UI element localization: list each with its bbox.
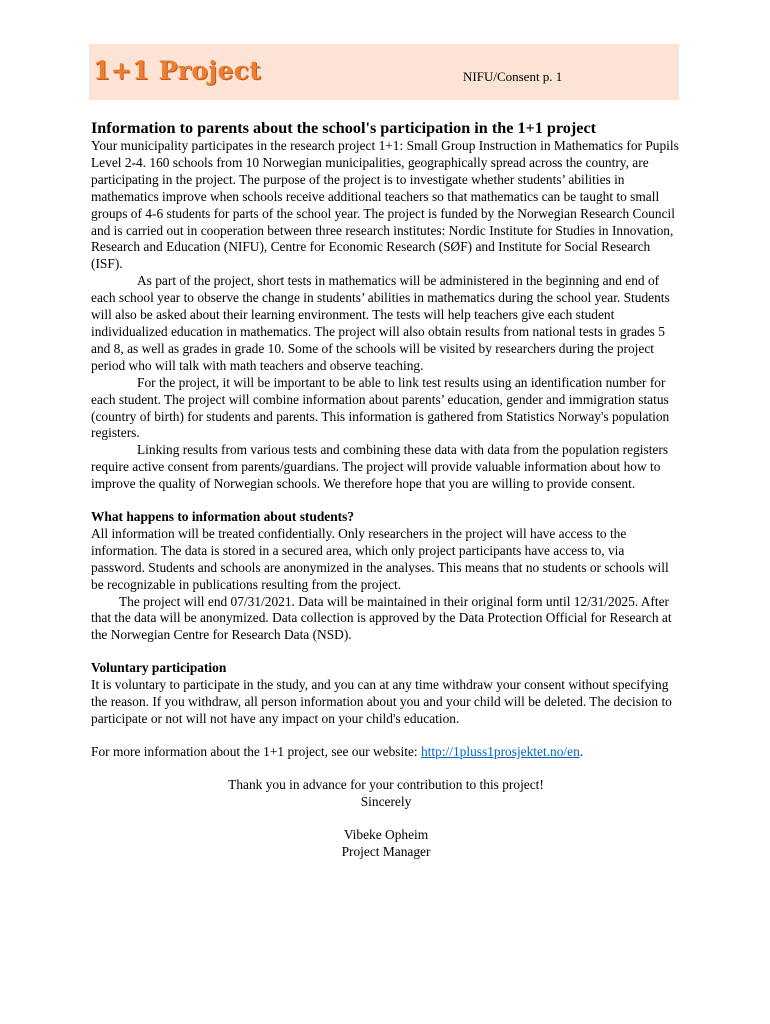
website-link[interactable]: http://1pluss1prosjektet.no/en [420,743,580,759]
section-information-paragraph-1: All information will be treated confidentially. Only researchers in the project will have access to the information. The data is stored in a secured area, which only project participants have access to, via password. Students and schools are anonymized in the analyses. This means that no students or schools will be recognizable in publications resulting from the project. [91,525,669,592]
signer-role: Project Manager [341,843,431,859]
more-info-text: For more information about the 1+1 project, see our website: [91,743,421,759]
intro-paragraph-4: Linking results from various tests and combining these data with data from the population registers require active consent from parents/guardians. The project will provide valuable information about how to improve the quality of Norwegian schools. We therefore hope that you are willing to provide consent. [91,442,669,492]
signer-name: Vibeke Opheim [343,826,429,842]
intro-paragraph-2: As part of the project, short tests in mathematics will be administered in the beginning and end of each school year to observe the change in students’ abilities in mathematics during the school year. Students will also be asked about their learning environment. The tests will help teachers give each student individualized education in mathematics. The project will also obtain results from national tests in grades 5 and 8, as well as grades in grade 10. Some of the schools will be visited by researchers during the project period who will talk with math teachers and observe teaching. [91,273,670,373]
document-body [91,118,681,860]
thanks-line: Thank you in advance for your contribution to this project! [228,776,544,792]
sincerely-line: Sincerely [360,793,412,809]
project-logo: 1+1 Project [93,56,262,85]
intro-paragraph-3: For the project, it will be important to be able to link test results using an identification number for each student. The project will combine information about parents’ education, gender and immigration status (country of birth) for students and parents. This information is gathered from Statistics Norway's population registers. [91,374,670,441]
section-heading-voluntary: Voluntary participation [91,660,227,676]
header-banner [89,44,679,100]
intro-paragraph-1: Your municipality participates in the research project 1+1: Small Group Instruction in Mathematics for Pupils Level 2-4. 160 schools from 10 Norwegian municipalities, geographically spread across the country, are participating in the project. The purpose of the project is to investigate whether students’ abilities in mathematics improve when schools receive additional teachers so that mathematics can be taught to small groups of 4-6 students for parts of the school year. The project is funded by the Norwegian Research Council and is carried out in cooperation between three research institutes: Nordic Institute for Studies in Innovation, Research and Education (NIFU), Centre for Economic Research (SØF) and Institute for Social Research (ISF). [91,138,679,272]
section-information-paragraph-2: The project will end 07/31/2021. Data will be maintained in their original form until 12/31/2025. After that the data will be anonymized. Data collection is approved by the Data Protection Official for Research at the Norwegian Centre for Research Data (NSD). [91,593,672,643]
more-info-end: . [579,743,584,759]
page-reference: NIFU/Consent p. 1 [463,69,563,84]
section-voluntary-paragraph: It is voluntary to participate in the study, and you can at any time withdraw your consent without specifying the reason. If you withdraw, all person information about you and your child will be deleted. The decision to participate or not will not have any impact on your child's education. [91,677,672,726]
more-info-line [91,744,681,761]
document-title: Information to parents about the school's participation in the 1+1 project [91,119,597,137]
section-heading-information: What happens to information about students? [91,509,355,525]
